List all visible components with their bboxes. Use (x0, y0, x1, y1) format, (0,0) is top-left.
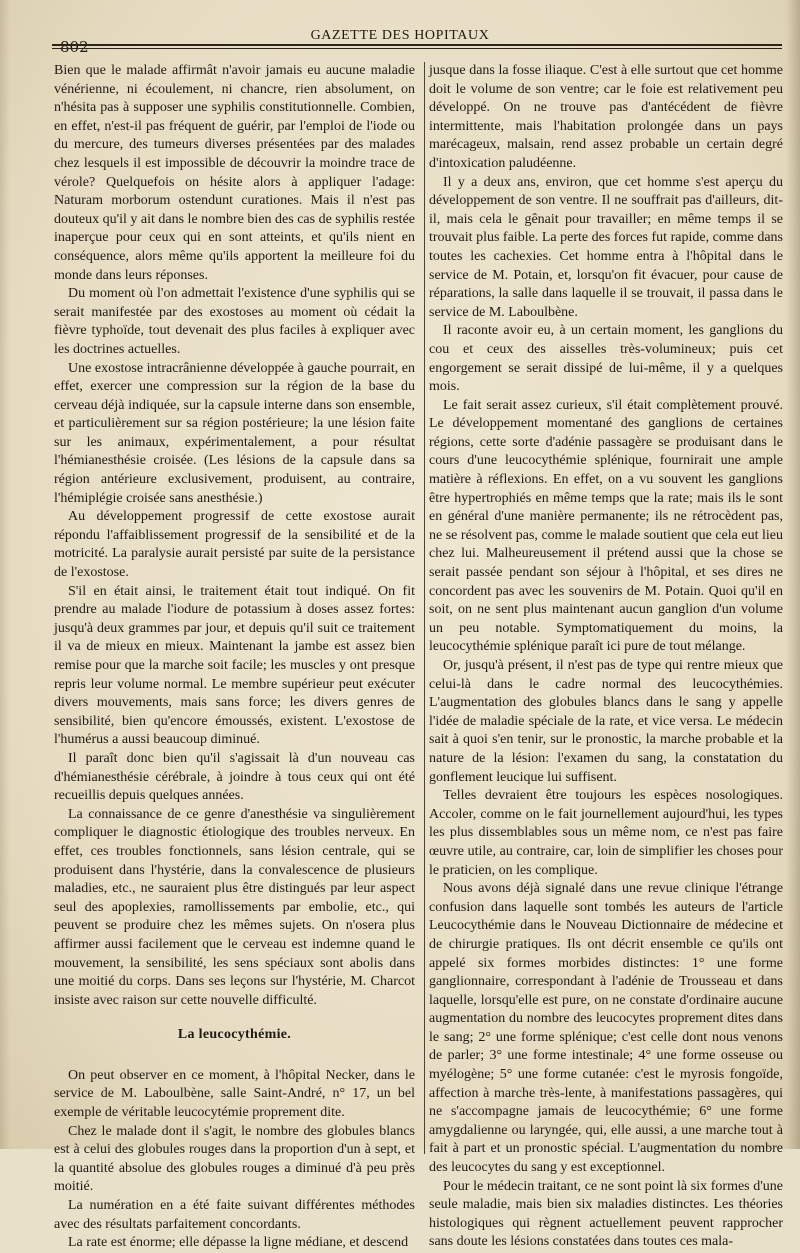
paragraph: Telles devraient être toujours les espèces nosologiques. Accoler, comme on le fait journellement aujourd'hui, les types les plus dissemblables sous un même nom, ce n'est pas faire œuvre utile, au contraire, car, loin de simplifier les choses pour le praticien, on les complique. (429, 788, 783, 878)
header-rule-thin (52, 48, 782, 49)
paragraph: Il paraît donc bien qu'il s'agissait là d'un nouveau cas d'hémianesthésie cérébrale, à joindre à tous ceux qui ont été recueillis depuis quelques années. (54, 750, 415, 804)
publication-title: GAZETTE DES HOPITAUX (310, 28, 490, 43)
section-heading: La leucocythémie. (177, 1027, 292, 1043)
paragraph: Bien que le malade affirmât n'avoir jamais eu aucune maladie vénérienne, ni écoulement, ni chancre, rien absolument, on n'hésita pas à supposer une syphilis constitutionnelle. Combien, en effet, n'est-il pas fréquent de guérir, par l'emploi de l'iode ou du mercure, des tumeurs diverses présentées par des malades chez lesquels il est impossible de découvrir la moindre trace de vérole? Quelquefois on hésite alors à appliquer l'adage: Naturam morborum ostendunt curationes. Mais il n'est pas douteux qu'il y ait dans le nombre bien des cas de syphilis restée inaperçue pour ceux qui en sont atteints, et qu'ils nient en conséquence, alors même qu'ils apportent la meilleure foi du monde dans leurs réponses. (54, 63, 415, 283)
paragraph: La rate est énorme; elle dépasse la ligne médiane, et descend (68, 1235, 409, 1251)
page-gutter-shadow (0, 0, 10, 1149)
paragraph: Il y a deux ans, environ, que cet homme s'est aperçu du développement de son ventre. Il ne souffrait pas d'ailleurs, dit-il, mais cela le gênait pour travailler; en même temps il se trouvait plus faible. La perte des forces fut rapide, comme dans toutes les cachexies. Cet homme entra à l'hôpital dans le service de M. Potain, et, lorsqu'on fit évacuer, pour cause de réparations, la salle dans laquelle il se trouvait, il passa dans le service de M. Laboulbène. (429, 174, 783, 320)
paragraph: On peut observer en ce moment, à l'hôpital Necker, dans le service de M. Laboulbène, salle Saint-André, n° 17, un bel exemple de véritable leucocytémie proprement dite. (54, 1067, 415, 1121)
paragraph: Une exostose intracrânienne développée à gauche pourrait, en effet, exercer une compression sur la région de la base du cerveau déjà indiquée, sur la capsule interne dans son ensemble, et particulièrement sur sa région postérieure; la une lésion faite sur les animaux, expérimentalement, a pour résultat l'hémianesthésie croisée. (Les lésions de la capsule dans sa région antérieure exclusivement, produisent, au contraire, l'hémiplégie croisée sans anesthésie.) (54, 360, 415, 506)
paragraph: Nous avons déjà signalé dans une revue clinique l'étrange confusion dans laquelle sont tombés les auteurs de l'article Leucocythémie dans le Nouveau Dictionnaire de médecine et de chirurgie pratiques. Ils ont décrit ensemble ce qu'ils ont appelé six formes morbides distinctes: 1° une forme ganglionnaire, correspondant à l'adénie de Trousseau et dans laquelle, lorsqu'elle est pure, on ne constate d'ordinaire aucune augmentation du nombre des leucocytes proprement dites dans le sang; 2° une forme splénique; c'est celle dont nous venons de parler; 3° une forme intestinale; 4° une forme osseuse ou myélogène; 5° une forme cutanée: c'est le myrosis fongoïde, affection à marche très-lente, à manifestations passagères, qui ne s'accompagne jamais de leucocythémie; 6° une forme amygdalienne ou laryngée, qui, elle aussi, a une marche tout à fait à part et un pronostic spécial. L'augmentation du nombre des leucocytes du sang y est exceptionnel. (429, 881, 783, 1176)
page-header (0, 22, 800, 62)
page-number: 802 (60, 38, 89, 56)
paragraph: La connaissance de ce genre d'anesthésie va singulièrement compliquer le diagnostic étiologique des troubles nerveux. En effet, ces troubles fonctionnels, sans lésion centrale, qui se produisent dans l'hystérie, dans la convalescence de plusieurs maladies, etc., ne sauraient plus être distingués par leur aspect seul des apoplexies, ramollissements par embolie, etc., qui peuvent se produire chez les mêmes sujets. On n'osera plus affirmer aussi facilement que le cerveau est indemne quand le mouvement, la sensibilité, les sens spéciaux sont abolis dans une moitié du corps. Dans ses leçons sur l'hystérie, M. Charcot insiste avec raison sur cette nouvelle difficulté. (54, 806, 415, 1008)
page-edge-shadow (786, 0, 800, 1149)
paragraph: Pour le médecin traitant, ce ne sont point là six formes d'une seule maladie, mais bien six maladies distinctes. Les théories histologiques qui règnent actuellement peuvent rapprocher sans doute les lésions constatées dans toutes ces mala- (429, 1178, 783, 1250)
paragraph: Chez le malade dont il s'agit, le nombre des globules blancs est à celui des globules rouges dans la proportion d'un à sept, et la quantité absolue des globules rouges a diminué d'à peu près moitié. (54, 1123, 415, 1195)
paragraph: S'il en était ainsi, le traitement était tout indiqué. On fit prendre au malade l'iodure de potassium à doses assez fortes: jusqu'à deux grammes par jour, et depuis qu'il suit ce traitement il va de mieux en mieux. Maintenant la jambe est assez bien remise pour que la marche soit facile; les muscles y ont presque repris leur volume normal. Le membre supérieur peut exécuter divers mouvements, mais sans force; les divers genres de sensibilité, bien qu'encore émoussés, existent. L'exostose de l'humérus a aussi beaucoup diminué. (54, 583, 415, 748)
paragraph: jusque dans la fosse iliaque. C'est à elle surtout que cet homme doit le volume de son ventre; car le foie est relativement peu développé. On ne trouve pas d'antécédent de fièvre intermittente, mais l'habitation prolongée dans un pays marécageux, malsain, rend assez probable un certain degré d'intoxication paludéenne. (429, 63, 783, 171)
paragraph: La numération en a été faite suivant différentes méthodes avec des résultats parfaitement concordants. (54, 1198, 415, 1232)
paragraph: Or, jusqu'à présent, il n'est pas de type qui rentre mieux que celui-là dans le cadre normal des leucocythémies. L'augmentation des globules blancs dans le sang y appelle l'idée de maladie spéciale de la rate, et vice versa. Le médecin sait à quoi s'en tenir, sur le pronostic, la marche probable et la nature de la lésion: l'examen du sang, la constatation du gonflement leucique lui suffisent. (429, 658, 783, 785)
paragraph: Le fait serait assez curieux, s'il était complètement prouvé. Le développement momentané des ganglions de certaines régions, cette sorte d'adénie passagère se produisant dans le cours d'une leucocythémie splénique, fournirait une ample matière à réflexions. En effet, on a vu souvent les ganglions être hypertrophiés en même temps que la rate; mais ils le sont en général d'une manière permanente; ils ne rétrocèdent pas, ne se résolvent pas, comme le malade soutient que cela eut lieu chez lui. Malheureusement il prétend aussi que la chose se serait passée pendant son séjour à l'hôpital, et ses dires ne concordent pas avec les souvenirs de M. Potain. Quoi qu'il en soit, on ne sent plus maintenant aucun ganglion d'un volume un peu notable. Symptomatiquement du moins, la leucocythémie splénique paraît ici pure de tout mélange. (429, 397, 783, 655)
paragraph: Il raconte avoir eu, à un certain moment, les ganglions du cou et ceux des aisselles très-volumineux; puis cet engorgement se serait dissipé de lui-même, il y a quelques mois. (429, 323, 783, 395)
paragraph: Au développement progressif de cette exostose aurait répondu l'affaiblissement progressif de la sensibilité et de la motricité. La paralysie aurait persisté par suite de la persistance de l'exostose. (54, 509, 415, 581)
right-column (429, 62, 783, 1252)
left-column (54, 62, 415, 1253)
paragraph: Du moment où l'on admettait l'existence d'une syphilis qui se serait manifestée par des exostoses au moment où cédait la fièvre typhoïde, tout devenait des plus faciles à expliquer avec les doctrines actuelles. (54, 286, 415, 357)
column-divider (424, 62, 425, 1154)
header-rule (52, 44, 782, 46)
